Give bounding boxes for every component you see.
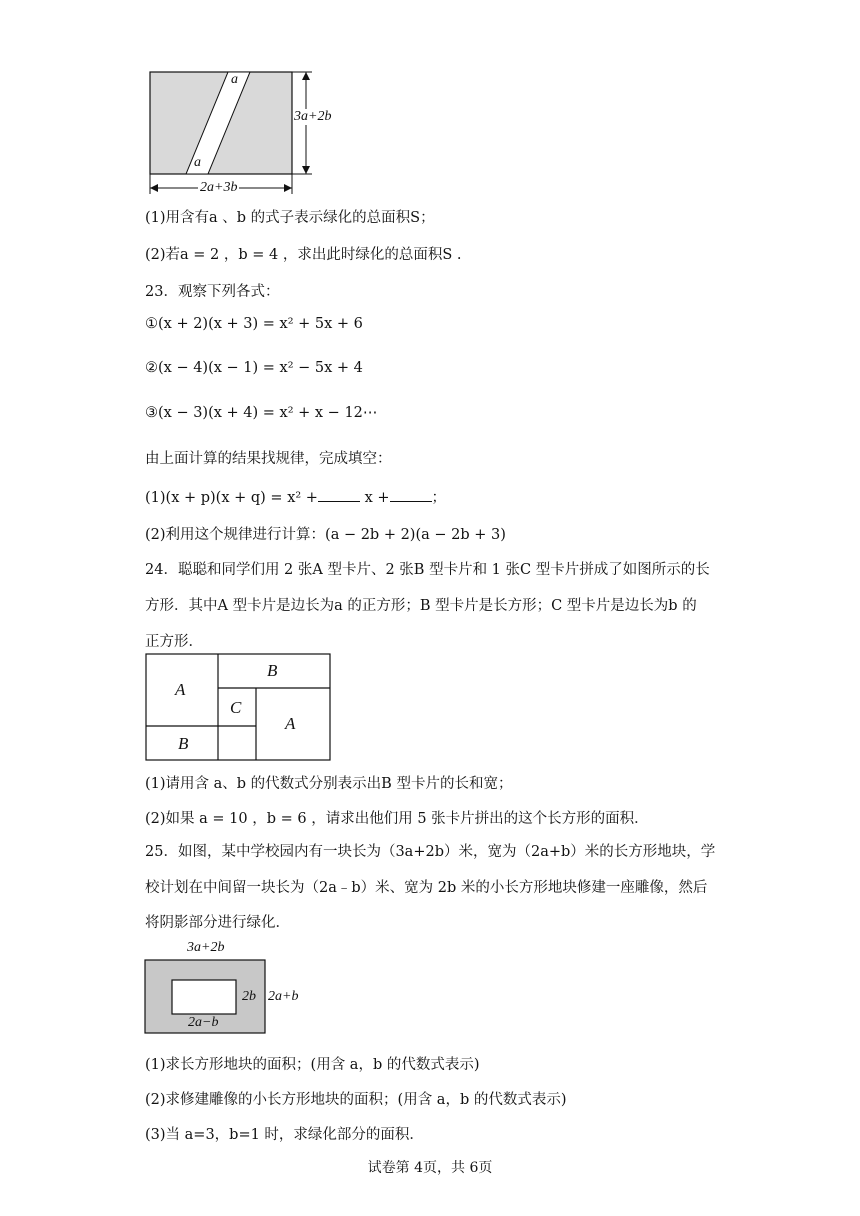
q25-part3: (3)当 a=3，b=1 时，求绿化部分的面积． xyxy=(145,1127,424,1143)
card-C-label: C xyxy=(230,698,242,717)
strip-label-bottom: a xyxy=(194,155,201,170)
q22-part1: (1)用含有a 、b 的式子表示绿化的总面积S； xyxy=(145,210,435,226)
strip-label-top: a xyxy=(231,72,238,87)
q23-eq1: ①(x + 2)(x + 3) = x² + 5x + 6 xyxy=(145,316,363,332)
garden-outer-height-label: 2a+b xyxy=(268,989,299,1004)
width-label: 2a+3b xyxy=(200,180,238,195)
q25-part1: (1)求长方形地块的面积；(用含 a，b 的代数式表示) xyxy=(145,1057,480,1073)
q25-line1: 25．如图，某中学校园内有一块长为（3a+2b）米，宽为（2a+b）米的长方形地块，学 xyxy=(145,844,716,860)
q24-part1: (1)请用含 a、b 的代数式分别表示出B 型卡片的长和宽； xyxy=(145,776,513,792)
q25-part2: (2)求修建雕像的小长方形地块的面积；(用含 a，b 的代数式表示) xyxy=(145,1092,567,1108)
height-label: 3a+2b xyxy=(294,109,332,124)
q24-line1: 24．聪聪和同学们用 2 张A 型卡片、2 张B 型卡片和 1 张C 型卡片拼成了如图所示的长 xyxy=(145,562,710,578)
q23-part2: (2)利用这个规律进行计算：(a − 2b + 2)(a − 2b + 3) xyxy=(145,527,506,543)
page-footer: 试卷第 4页，共 6页 xyxy=(367,1160,493,1176)
card-A-label: A xyxy=(175,680,186,699)
q22-part2: (2)若a = 2 ，b = 4 ，求出此时绿化的总面积S . xyxy=(145,247,462,263)
q25-line2: 校计划在中间留一块长为（2a﹣b）米、宽为 2b 米的小长方形地块修建一座雕像，然后 xyxy=(145,880,708,896)
q25-line3: 将阴影部分进行绿化． xyxy=(145,915,290,931)
q23-part1-end: ； xyxy=(431,490,446,506)
q23-part1-lead: (1)(x + p)(x + q) = x² + xyxy=(145,490,318,506)
card-B2-label: B xyxy=(178,734,189,753)
card-B-label: B xyxy=(267,661,278,680)
q24-line3: 正方形． xyxy=(145,634,203,650)
q23-eq2: ②(x − 4)(x − 1) = x² − 5x + 4 xyxy=(145,360,363,376)
garden-top-label: 3a+2b xyxy=(187,940,225,955)
garden-inner-width-label: 2a−b xyxy=(188,1015,219,1030)
q24-line2: 方形．其中A 型卡片是边长为a 的正方形；B 型卡片是长方形；C 型卡片是边长为b 的 xyxy=(145,598,697,614)
q23-part1-mid: x + xyxy=(364,490,390,506)
q23-eq3: ③(x − 3)(x + 4) = x² + x − 12⋯ xyxy=(145,405,378,421)
q23-intro: 由上面计算的结果找规律，完成填空： xyxy=(145,451,392,467)
q23-title: 23．观察下列各式： xyxy=(145,284,280,300)
garden-inner-height-label: 2b xyxy=(242,989,256,1004)
q24-part2: (2)如果 a = 10 ，b = 6 ，请求出他们用 5 张卡片拼出的这个长方形的面积． xyxy=(145,811,649,827)
statue-inner-rectangle xyxy=(172,980,236,1014)
card-A2-label: A xyxy=(285,714,296,733)
